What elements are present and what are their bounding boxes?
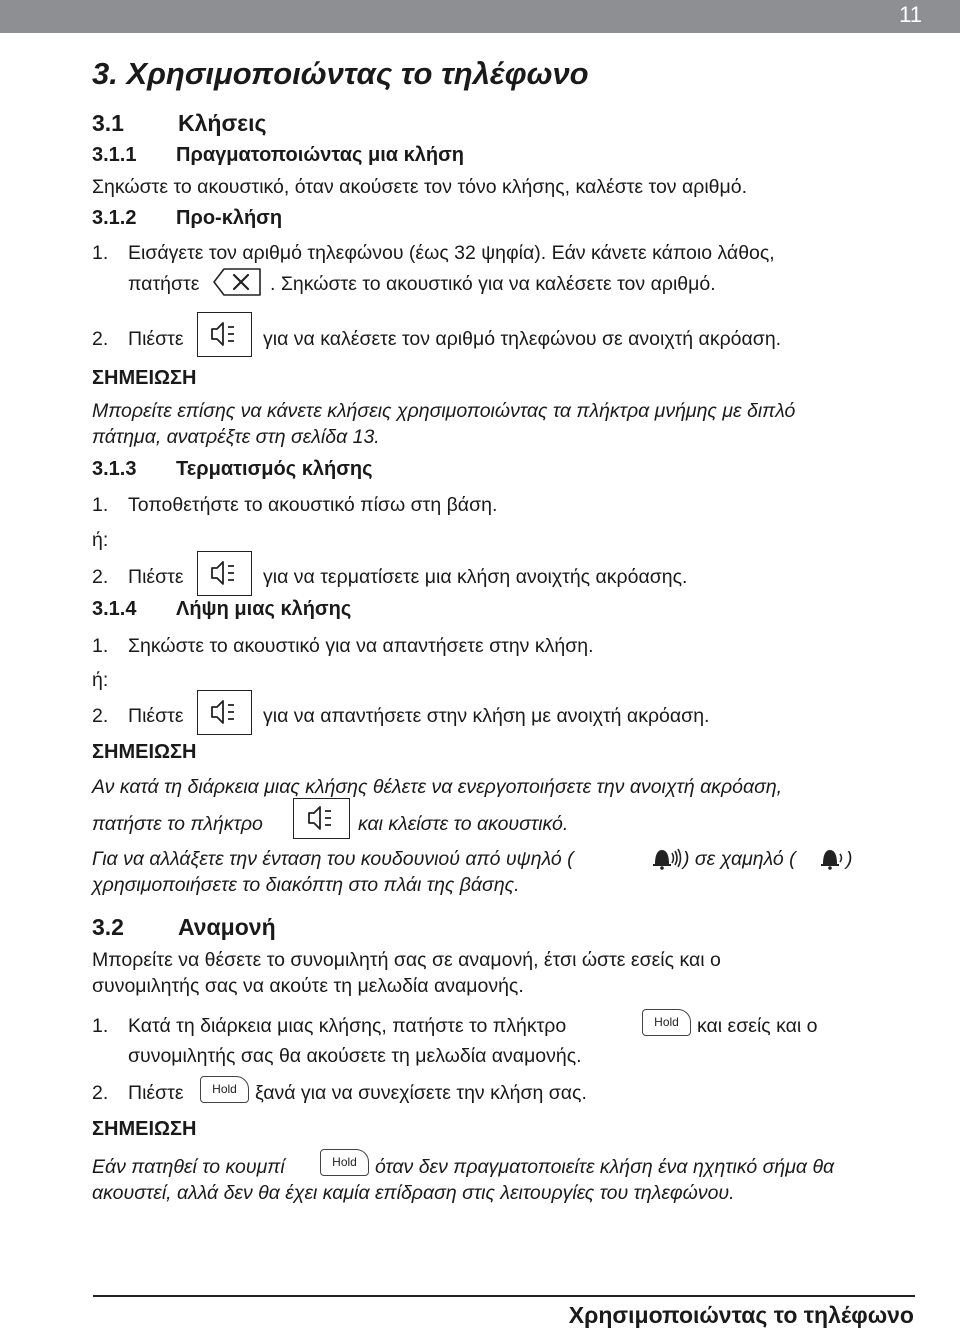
list-item: [92, 241, 775, 265]
list-text: Πιέστε: [128, 1082, 184, 1104]
list-text-continued: . Σηκώστε το ακουστικό για να καλέσετε τον αριθμό.: [270, 273, 716, 295]
note-text: Μπορείτε επίσης να κάνετε κλήσεις χρησιμοποιώντας τα πλήκτρα μνήμης με διπλό: [92, 400, 796, 422]
paragraph: συνομιλητής σας να ακούτε τη μελωδία αναμονής.: [92, 975, 524, 997]
list-text-continued: για να καλέσετε τον αριθμό τηλεφώνου σε ανοιχτή ακρόαση.: [263, 328, 782, 350]
list-text-continued: για να απαντήσετε στην κλήση με ανοιχτή ακρόαση.: [263, 705, 710, 727]
note-text-continued: όταν δεν πραγματοποιείτε κλήση ένα ηχητικό σήμα θα: [375, 1156, 835, 1178]
list-number: 2.: [92, 705, 109, 727]
page-number: 11: [899, 2, 922, 27]
list-text: Πιέστε: [128, 705, 184, 727]
list-item: [92, 493, 497, 517]
section-number: 3.1.2: [92, 207, 137, 229]
speakerphone-key: [197, 551, 252, 596]
paragraph: Μπορείτε να θέσετε το συνομιλητή σας σε αναμονή, έτσι ώστε εσείς και ο: [92, 949, 721, 971]
list-text: Πιέστε: [128, 566, 184, 588]
note-text: χρησιμοποιήσετε το διακόπτη στο πλάι της βάσης.: [92, 874, 520, 896]
speakerphone-key: [197, 690, 252, 735]
note-label: ΣΗΜΕΙΩΣΗ: [92, 1118, 197, 1140]
list-text-continued: για να τερματίσετε μια κλήση ανοιχτής ακρόασης.: [263, 566, 688, 588]
top-bar: [0, 0, 960, 33]
speakerphone-icon: [198, 313, 250, 355]
speakerphone-key: [293, 798, 350, 839]
note-text: ακουστεί, αλλά δεν θα έχει καμία επίδραση στις λειτουργίες του τηλεφώνου.: [92, 1182, 735, 1204]
note-text: Αν κατά τη διάρκεια μιας κλήσης θέλετε να ενεργοποιήσετε την ανοιχτή ακρόαση,: [92, 776, 783, 798]
note-label: ΣΗΜΕΙΩΣΗ: [92, 741, 197, 763]
section-title: Τερματισμός κλήσης: [176, 458, 373, 480]
section-number: 3.1: [92, 110, 124, 136]
note-text: Για να αλλάξετε την ένταση του κουδουνιού από υψηλό (: [92, 848, 574, 870]
list-text: Κατά τη διάρκεια μιας κλήσης, πατήστε το πλήκτρο: [128, 1015, 567, 1037]
list-text-continued: και εσείς και ο: [697, 1015, 818, 1037]
note-text: Εάν πατηθεί το κουμπί: [92, 1156, 285, 1178]
footer-title: Χρησιμοποιώντας το τηλέφωνο: [568, 1302, 914, 1328]
section-number: 3.1.3: [92, 458, 137, 480]
list-item: [92, 1014, 566, 1038]
list-number: 1.: [92, 1015, 109, 1037]
list-number: 1.: [92, 494, 109, 516]
ringer-high-icon: [650, 846, 682, 870]
or-label: ή:: [92, 669, 109, 691]
note-text-continued: ): [846, 848, 853, 870]
list-item: [92, 704, 184, 728]
section-title: Κλήσεις: [178, 110, 267, 136]
section-title: Λήψη μιας κλήσης: [176, 598, 352, 620]
list-number: 1.: [92, 635, 109, 657]
list-text: Πιέστε: [128, 328, 184, 350]
note-text-continued: ) σε χαμηλό (: [683, 848, 796, 870]
section-3-1-2-heading: [92, 207, 282, 230]
list-item: [92, 327, 184, 351]
list-text-continued: ξανά για να συνεχίσετε την κλήση σας.: [255, 1082, 587, 1104]
list-item: [92, 1081, 184, 1105]
paragraph: Σηκώστε το ακουστικό, όταν ακούσετε τον τόνο κλήσης, καλέστε τον αριθμό.: [92, 176, 748, 198]
speakerphone-icon: [294, 799, 348, 837]
list-item: [92, 634, 594, 658]
note-label: ΣΗΜΕΙΩΣΗ: [92, 367, 197, 389]
list-text-continued: συνομιλητής σας θα ακούσετε τη μελωδία αναμονής.: [128, 1045, 582, 1067]
clear-x-icon: [212, 266, 264, 298]
chapter-title: 3. Χρησιμοποιώντας το τηλέφωνο: [92, 56, 589, 91]
section-3-1-4-heading: [92, 598, 351, 621]
section-title: Πραγματοποιώντας μια κλήση: [176, 144, 464, 166]
section-3-1-1-heading: [92, 144, 464, 167]
section-number: 3.1.1: [92, 144, 137, 166]
hold-key: Hold: [200, 1076, 249, 1103]
list-text: Σηκώστε το ακουστικό για να απαντήσετε στην κλήση.: [128, 635, 594, 657]
hold-key: Hold: [642, 1009, 691, 1036]
section-3-2-heading: [92, 914, 276, 941]
section-number: 3.1.4: [92, 598, 137, 620]
note-text: πατήστε το πλήκτρο: [92, 813, 263, 835]
list-number: 2.: [92, 1082, 109, 1104]
footer-divider: [93, 1295, 915, 1297]
speakerphone-icon: [198, 691, 250, 733]
or-label: ή:: [92, 529, 109, 551]
section-3-1-heading: [92, 110, 266, 137]
note-text: πάτημα, ανατρέξτε στη σελίδα 13.: [92, 426, 380, 448]
speakerphone-key: [197, 312, 252, 357]
list-text: Τοποθετήστε το ακουστικό πίσω στη βάση.: [128, 494, 498, 516]
ringer-low-icon: [818, 846, 844, 870]
list-text-continued: πατήστε: [128, 273, 200, 295]
list-number: 2.: [92, 328, 109, 350]
list-text: Εισάγετε τον αριθμό τηλεφώνου (έως 32 ψηφία). Εάν κάνετε κάποιο λάθος,: [128, 242, 775, 264]
speakerphone-icon: [198, 552, 250, 594]
hold-key: Hold: [320, 1149, 369, 1176]
section-title: Αναμονή: [178, 914, 276, 940]
list-item: [92, 565, 184, 589]
section-title: Προ-κλήση: [176, 207, 283, 229]
note-text-continued: και κλείστε το ακουστικό.: [358, 813, 569, 835]
list-number: 1.: [92, 242, 109, 264]
section-3-1-3-heading: [92, 458, 373, 481]
section-number: 3.2: [92, 914, 124, 940]
list-number: 2.: [92, 566, 109, 588]
